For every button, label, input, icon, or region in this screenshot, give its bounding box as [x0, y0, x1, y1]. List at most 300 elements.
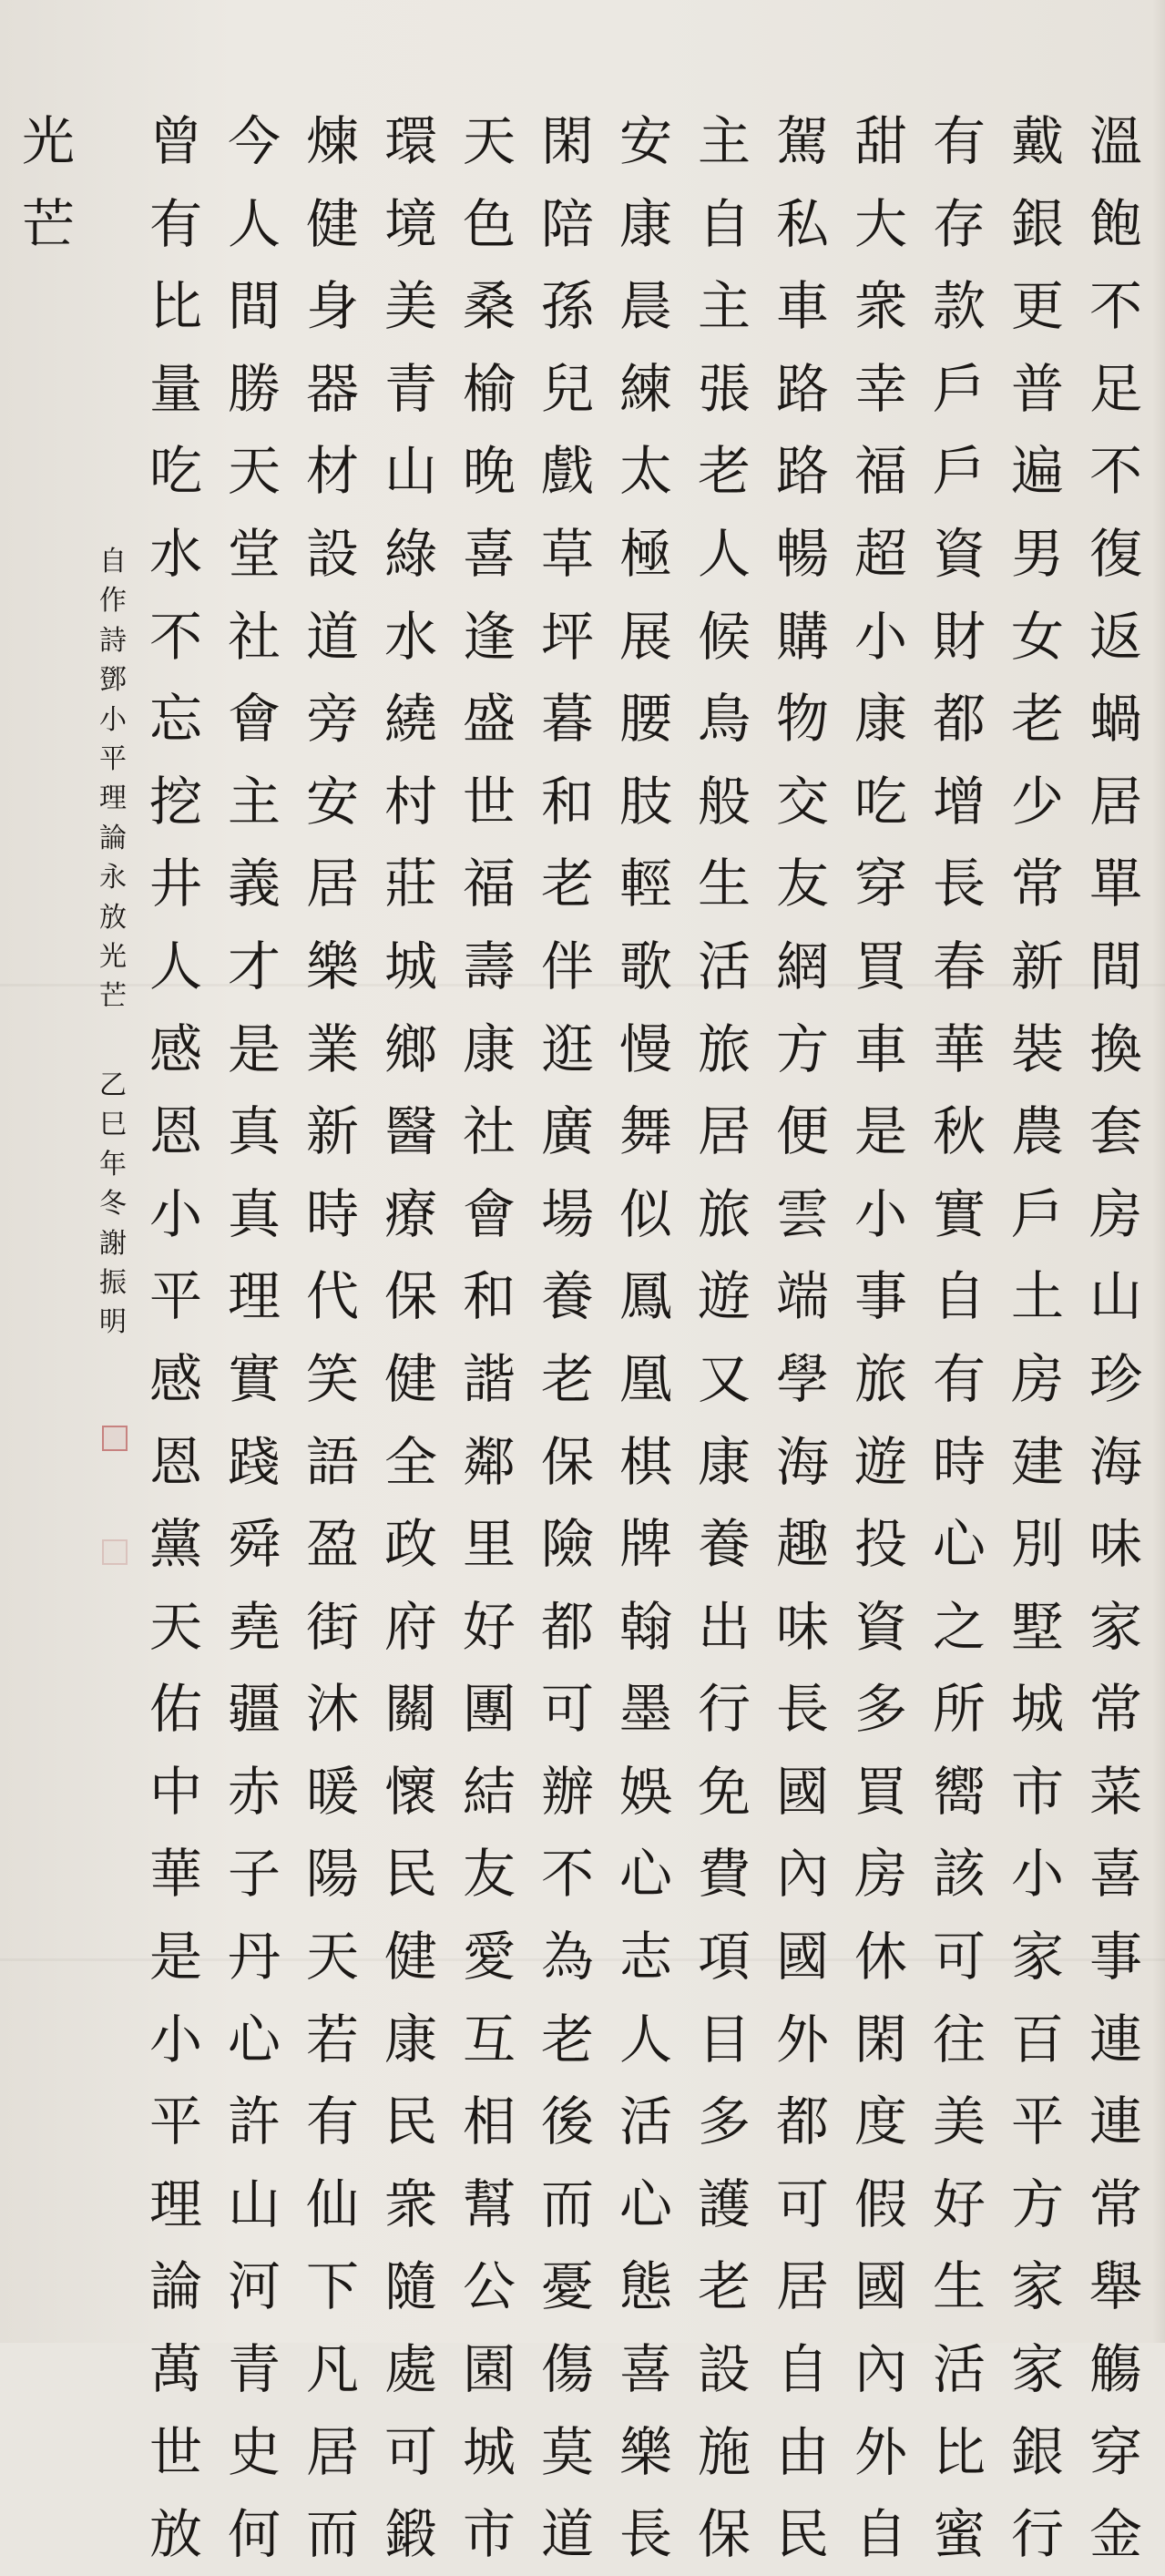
poem-character: 色 [462, 192, 516, 255]
poem-character: 懷 [383, 1760, 437, 1823]
inscription-character: 放 [99, 901, 127, 934]
poem-character: 嚮 [932, 1760, 986, 1823]
poem-character: 街 [305, 1595, 359, 1658]
poem-character: 珍 [1088, 1347, 1142, 1410]
poem-character: 仙 [305, 2172, 359, 2235]
poem-character: 青 [227, 2338, 281, 2401]
poem-character: 連 [1088, 2008, 1142, 2070]
poem-character: 福 [853, 440, 907, 503]
poem-character: 養 [697, 1513, 751, 1576]
poem-character: 有 [932, 110, 986, 172]
poem-character: 溫 [1088, 110, 1142, 172]
poem-character: 代 [305, 1265, 359, 1328]
poem-character: 家 [1010, 2255, 1064, 2318]
seal-stamp [102, 1426, 128, 1451]
poem-character: 國 [853, 2255, 907, 2318]
poem-character: 世 [148, 2420, 202, 2483]
poem-character: 更 [1010, 275, 1064, 338]
poem-character: 義 [227, 853, 281, 915]
poem-character: 中 [148, 1760, 202, 1823]
poem-character: 鳥 [697, 688, 751, 751]
poem-character: 踐 [227, 1430, 281, 1493]
poem-character: 時 [305, 1182, 359, 1245]
poem-character: 世 [462, 770, 516, 833]
poem-character: 和 [540, 770, 594, 833]
poem-character: 棋 [618, 1430, 672, 1493]
poem-character: 子 [227, 1843, 281, 1906]
inscription-character: 鄧 [99, 664, 127, 697]
poem-character: 健 [305, 192, 359, 255]
poem-character: 蜜 [932, 2503, 986, 2566]
poem-character: 樂 [618, 2420, 672, 2483]
poem-character: 自 [775, 2338, 829, 2401]
poem-character: 展 [618, 605, 672, 668]
poem-character: 安 [305, 770, 359, 833]
poem-character: 萬 [148, 2338, 202, 2401]
poem-character: 戶 [1010, 1182, 1064, 1245]
poem-character: 關 [383, 1678, 437, 1741]
poem-character: 單 [1088, 853, 1142, 915]
poem-character: 暢 [775, 522, 829, 585]
poem-character: 恩 [148, 1100, 202, 1163]
poem-character: 老 [540, 2008, 594, 2070]
inscription-character: 詩 [99, 624, 127, 657]
poem-character: 民 [383, 2090, 437, 2153]
poem-character: 美 [383, 275, 437, 338]
poem-character: 莊 [383, 853, 437, 915]
poem-character: 網 [775, 935, 829, 997]
poem-character: 行 [697, 1678, 751, 1741]
poem-character: 安 [618, 110, 672, 172]
poem-character: 項 [697, 1926, 751, 1988]
poem-column-9 [450, 100, 528, 2576]
poem-character: 伴 [540, 935, 594, 997]
poem-character: 房 [853, 1843, 907, 1906]
poem-character: 晚 [462, 440, 516, 503]
poem-character: 路 [775, 357, 829, 420]
poem-character: 穿 [1088, 2420, 1142, 2483]
inscription-character: 自 [99, 546, 127, 578]
poem-character: 暖 [305, 1760, 359, 1823]
poem-character: 家 [1088, 1595, 1142, 1658]
inscription-character: 乙 [99, 1069, 127, 1101]
poem-character: 多 [697, 2090, 751, 2153]
poem-character: 堯 [227, 1595, 281, 1658]
poem-character: 腰 [618, 688, 672, 751]
inscription-character: 冬 [99, 1188, 127, 1221]
poem-character: 房 [1010, 1347, 1064, 1410]
poem-character: 鍛 [383, 2503, 437, 2566]
poem-character: 投 [853, 1513, 907, 1576]
inscription-title [95, 542, 131, 1017]
poem-character: 可 [383, 2420, 437, 2483]
poem-character: 小 [853, 605, 907, 668]
poem-character: 福 [462, 853, 516, 915]
poem-character: 平 [148, 1265, 202, 1328]
poem-character: 互 [462, 2008, 516, 2070]
poem-character: 之 [932, 1595, 986, 1658]
poem-character: 有 [932, 1347, 986, 1410]
poem-character: 候 [697, 605, 751, 668]
poem-character: 保 [697, 2503, 751, 2566]
poem-character: 身 [305, 275, 359, 338]
poem-character: 百 [1010, 2008, 1064, 2070]
poem-character: 芒 [21, 192, 75, 255]
poem-character: 甜 [853, 110, 907, 172]
poem-character: 牌 [618, 1513, 672, 1576]
poem-character: 笑 [305, 1347, 359, 1410]
poem-character: 銀 [1010, 2420, 1064, 2483]
poem-character: 沐 [305, 1678, 359, 1741]
poem-character: 可 [775, 2172, 829, 2235]
poem-character: 康 [383, 2008, 437, 2070]
poem-character: 民 [383, 1843, 437, 1906]
poem-character: 勝 [227, 357, 281, 420]
poem-character: 真 [227, 1182, 281, 1245]
poem-character: 買 [853, 1760, 907, 1823]
poem-character: 語 [305, 1430, 359, 1493]
poem-character: 憂 [540, 2255, 594, 2318]
poem-character: 道 [305, 605, 359, 668]
poem-character: 今 [227, 110, 281, 172]
poem-character: 設 [305, 522, 359, 585]
poem-character: 黨 [148, 1513, 202, 1576]
poem-character: 山 [1088, 1265, 1142, 1328]
poem-character: 會 [462, 1182, 516, 1245]
poem-character: 盛 [462, 688, 516, 751]
poem-character: 由 [775, 2420, 829, 2483]
poem-character: 買 [853, 935, 907, 997]
inscription-character: 芒 [99, 980, 127, 1013]
poem-character: 駕 [775, 110, 829, 172]
poem-character: 極 [618, 522, 672, 585]
poem-character: 康 [853, 688, 907, 751]
poem-character: 比 [148, 275, 202, 338]
poem-character: 喜 [618, 2338, 672, 2401]
poem-character: 學 [775, 1347, 829, 1410]
poem-character: 吃 [853, 770, 907, 833]
poem-character: 是 [148, 1926, 202, 1988]
poem-character: 時 [932, 1430, 986, 1493]
poem-character: 戶 [932, 440, 986, 503]
poem-character: 小 [148, 1182, 202, 1245]
poem-character: 新 [305, 1100, 359, 1163]
poem-character: 主 [697, 110, 751, 172]
inscription-character: 光 [99, 940, 127, 973]
poem-character: 繞 [383, 688, 437, 751]
poem-character: 超 [853, 522, 907, 585]
poem-character: 娛 [618, 1760, 672, 1823]
poem-character: 長 [932, 853, 986, 915]
poem-character: 井 [148, 853, 202, 915]
inscription-character: 理 [99, 782, 127, 815]
poem-character: 城 [462, 2420, 516, 2483]
poem-character: 鳳 [618, 1265, 672, 1328]
poem-character: 盈 [305, 1513, 359, 1576]
poem-character: 社 [227, 605, 281, 668]
poem-character: 市 [1010, 1760, 1064, 1823]
poem-character: 鄰 [462, 1430, 516, 1493]
poem-character: 車 [775, 275, 829, 338]
poem-character: 人 [697, 522, 751, 585]
poem-character: 結 [462, 1760, 516, 1823]
poem-character: 居 [1088, 770, 1142, 833]
poem-character: 理 [227, 1265, 281, 1328]
poem-character: 事 [853, 1265, 907, 1328]
poem-character: 老 [697, 2255, 751, 2318]
poem-character: 健 [383, 1347, 437, 1410]
poem-character: 金 [1088, 2503, 1142, 2566]
poem-character: 河 [227, 2255, 281, 2318]
poem-character: 城 [1010, 1678, 1064, 1741]
poem-character: 都 [932, 688, 986, 751]
poem-character: 老 [697, 440, 751, 503]
inscription-character: 平 [99, 742, 127, 775]
poem-character: 自 [697, 192, 751, 255]
poem-character: 療 [383, 1182, 437, 1245]
poem-character: 論 [148, 2255, 202, 2318]
poem-character: 好 [932, 2172, 986, 2235]
poem-character: 味 [1088, 1513, 1142, 1576]
poem-character: 逛 [540, 1017, 594, 1080]
poem-character: 社 [462, 1100, 516, 1163]
poem-character: 輕 [618, 853, 672, 915]
poem-character: 保 [540, 1430, 594, 1493]
poem-character: 翰 [618, 1595, 672, 1658]
seal-stamp-faint [102, 1539, 128, 1565]
poem-character: 事 [1088, 1926, 1142, 1988]
poem-character: 心 [932, 1513, 986, 1576]
poem-character: 辦 [540, 1760, 594, 1823]
poem-character: 生 [697, 853, 751, 915]
poem-character: 舉 [1088, 2255, 1142, 2318]
poem-character: 而 [305, 2503, 359, 2566]
poem-character: 人 [227, 192, 281, 255]
poem-character: 草 [540, 522, 594, 585]
poem-character: 生 [932, 2255, 986, 2318]
poem-character: 疆 [227, 1678, 281, 1741]
poem-character: 土 [1010, 1265, 1064, 1328]
poem-character: 連 [1088, 2090, 1142, 2153]
poem-character: 險 [540, 1513, 594, 1576]
inscription-character: 作 [99, 585, 127, 618]
poem-character: 遊 [697, 1265, 751, 1328]
poem-character: 旅 [697, 1182, 751, 1245]
poem-character: 飽 [1088, 192, 1142, 255]
poem-character: 新 [1010, 935, 1064, 997]
poem-character: 天 [462, 110, 516, 172]
poem-character: 自 [853, 2503, 907, 2566]
poem-character: 該 [932, 1843, 986, 1906]
poem-character: 購 [775, 605, 829, 668]
poem-character: 鄉 [383, 1017, 437, 1080]
poem-character: 戲 [540, 440, 594, 503]
poem-column-11 [293, 100, 372, 2576]
poem-character: 人 [148, 935, 202, 997]
poem-character: 又 [697, 1347, 751, 1410]
poem-character: 山 [227, 2172, 281, 2235]
poem-character: 小 [853, 1182, 907, 1245]
poem-character: 曾 [148, 110, 202, 172]
poem-character: 老 [540, 1347, 594, 1410]
poem-character: 資 [932, 522, 986, 585]
poem-character: 出 [697, 1595, 751, 1658]
poem-column-1 [1077, 100, 1155, 2576]
poem-character: 老 [1010, 688, 1064, 751]
poem-character: 醫 [383, 1100, 437, 1163]
poem-character: 旅 [697, 1017, 751, 1080]
poem-character: 常 [1088, 2172, 1142, 2235]
poem-character: 養 [540, 1265, 594, 1328]
poem-character: 墅 [1010, 1595, 1064, 1658]
poem-character: 小 [148, 2008, 202, 2070]
poem-character: 慢 [618, 1017, 672, 1080]
poem-character: 材 [305, 440, 359, 503]
poem-character: 友 [462, 1843, 516, 1906]
poem-character: 施 [697, 2420, 751, 2483]
poem-character: 路 [775, 440, 829, 503]
poem-character: 菜 [1088, 1760, 1142, 1823]
poem-character: 資 [853, 1595, 907, 1658]
poem-character: 凰 [618, 1347, 672, 1410]
poem-character: 可 [932, 1926, 986, 1988]
poem-character: 交 [775, 770, 829, 833]
poem-character: 公 [462, 2255, 516, 2318]
poem-character: 村 [383, 770, 437, 833]
poem-character: 間 [1088, 935, 1142, 997]
poem-character: 護 [697, 2172, 751, 2235]
poem-character: 佑 [148, 1678, 202, 1741]
poem-character: 財 [932, 605, 986, 668]
poem-character: 主 [227, 770, 281, 833]
poem-character: 莫 [540, 2420, 594, 2483]
poem-character: 練 [618, 357, 672, 420]
poem-character: 陪 [540, 192, 594, 255]
poem-character: 戴 [1010, 110, 1064, 172]
poem-character: 晨 [618, 275, 672, 338]
poem-character: 居 [305, 853, 359, 915]
poem-character: 華 [932, 1017, 986, 1080]
poem-character: 後 [540, 2090, 594, 2153]
poem-character: 喜 [1088, 1843, 1142, 1906]
poem-character: 何 [227, 2503, 281, 2566]
inscription-character: 謝 [99, 1227, 127, 1260]
poem-character: 活 [697, 935, 751, 997]
poem-character: 是 [853, 1100, 907, 1163]
poem-character: 返 [1088, 605, 1142, 668]
poem-column-3 [920, 100, 998, 2576]
poem-character: 天 [227, 440, 281, 503]
poem-character: 往 [932, 2008, 986, 2070]
poem-character: 廣 [540, 1100, 594, 1163]
poem-character: 都 [775, 2090, 829, 2153]
poem-character: 綠 [383, 522, 437, 585]
poem-character: 房 [1088, 1182, 1142, 1245]
poem-character: 方 [775, 1017, 829, 1080]
poem-character: 度 [853, 2090, 907, 2153]
poem-character: 美 [932, 2090, 986, 2153]
poem-character: 肢 [618, 770, 672, 833]
poem-character: 政 [383, 1513, 437, 1576]
poem-character: 假 [853, 2172, 907, 2235]
poem-character: 和 [462, 1265, 516, 1328]
poem-character: 量 [148, 357, 202, 420]
poem-character: 足 [1088, 357, 1142, 420]
poem-character: 目 [697, 2008, 751, 2070]
poem-character: 諧 [462, 1347, 516, 1410]
poem-column-6 [685, 100, 763, 2576]
poem-character: 榆 [462, 357, 516, 420]
poem-character: 男 [1010, 522, 1064, 585]
poem-character: 健 [383, 1926, 437, 1988]
poem-character: 老 [540, 853, 594, 915]
poem-character: 增 [932, 770, 986, 833]
poem-character: 挖 [148, 770, 202, 833]
poem-character: 觴 [1088, 2338, 1142, 2401]
poem-character: 衆 [383, 2172, 437, 2235]
poem-character: 放 [148, 2503, 202, 2566]
poem-character: 丹 [227, 1926, 281, 1988]
poem-character: 長 [775, 1678, 829, 1741]
poem-character: 康 [618, 192, 672, 255]
inscription-signature [95, 1066, 131, 1343]
poem-character: 歌 [618, 935, 672, 997]
poem-character: 居 [697, 1100, 751, 1163]
poem-character: 傷 [540, 2338, 594, 2401]
poem-character: 康 [462, 1017, 516, 1080]
poem-column-2 [998, 100, 1077, 2576]
poem-character: 雲 [775, 1182, 829, 1245]
poem-character: 免 [697, 1760, 751, 1823]
poem-column-7 [607, 100, 685, 2576]
poem-character: 府 [383, 1595, 437, 1658]
poem-character: 喜 [462, 522, 516, 585]
poem-column-14 [9, 100, 87, 265]
poem-character: 暮 [540, 688, 594, 751]
poem-character: 全 [383, 1430, 437, 1493]
poem-character: 吃 [148, 440, 202, 503]
poem-column-10 [372, 100, 450, 2576]
poem-character: 若 [305, 2008, 359, 2070]
poem-character: 小 [1010, 1843, 1064, 1906]
poem-character: 心 [227, 2008, 281, 2070]
poem-character: 家 [1010, 1926, 1064, 1988]
inscription-character: 永 [99, 862, 127, 894]
poem-character: 忘 [148, 688, 202, 751]
poem-character: 境 [383, 192, 437, 255]
poem-character: 器 [305, 357, 359, 420]
poem-character: 場 [540, 1182, 594, 1245]
poem-character: 實 [932, 1182, 986, 1245]
poem-character: 平 [148, 2090, 202, 2153]
poem-character: 都 [540, 1595, 594, 1658]
poem-character: 堂 [227, 522, 281, 585]
poem-character: 內 [853, 2338, 907, 2401]
poem-character: 為 [540, 1926, 594, 1988]
poem-character: 康 [697, 1430, 751, 1493]
poem-character: 下 [305, 2255, 359, 2318]
poem-character: 幫 [462, 2172, 516, 2235]
poem-character: 太 [618, 440, 672, 503]
poem-character: 不 [148, 605, 202, 668]
poem-character: 華 [148, 1843, 202, 1906]
poem-character: 逢 [462, 605, 516, 668]
poem-character: 家 [1010, 2338, 1064, 2401]
poem-character: 國 [775, 1926, 829, 1988]
poem-character: 行 [1010, 2503, 1064, 2566]
scroll-edge-shadow [1152, 0, 1165, 2343]
poem-character: 凡 [305, 2338, 359, 2401]
